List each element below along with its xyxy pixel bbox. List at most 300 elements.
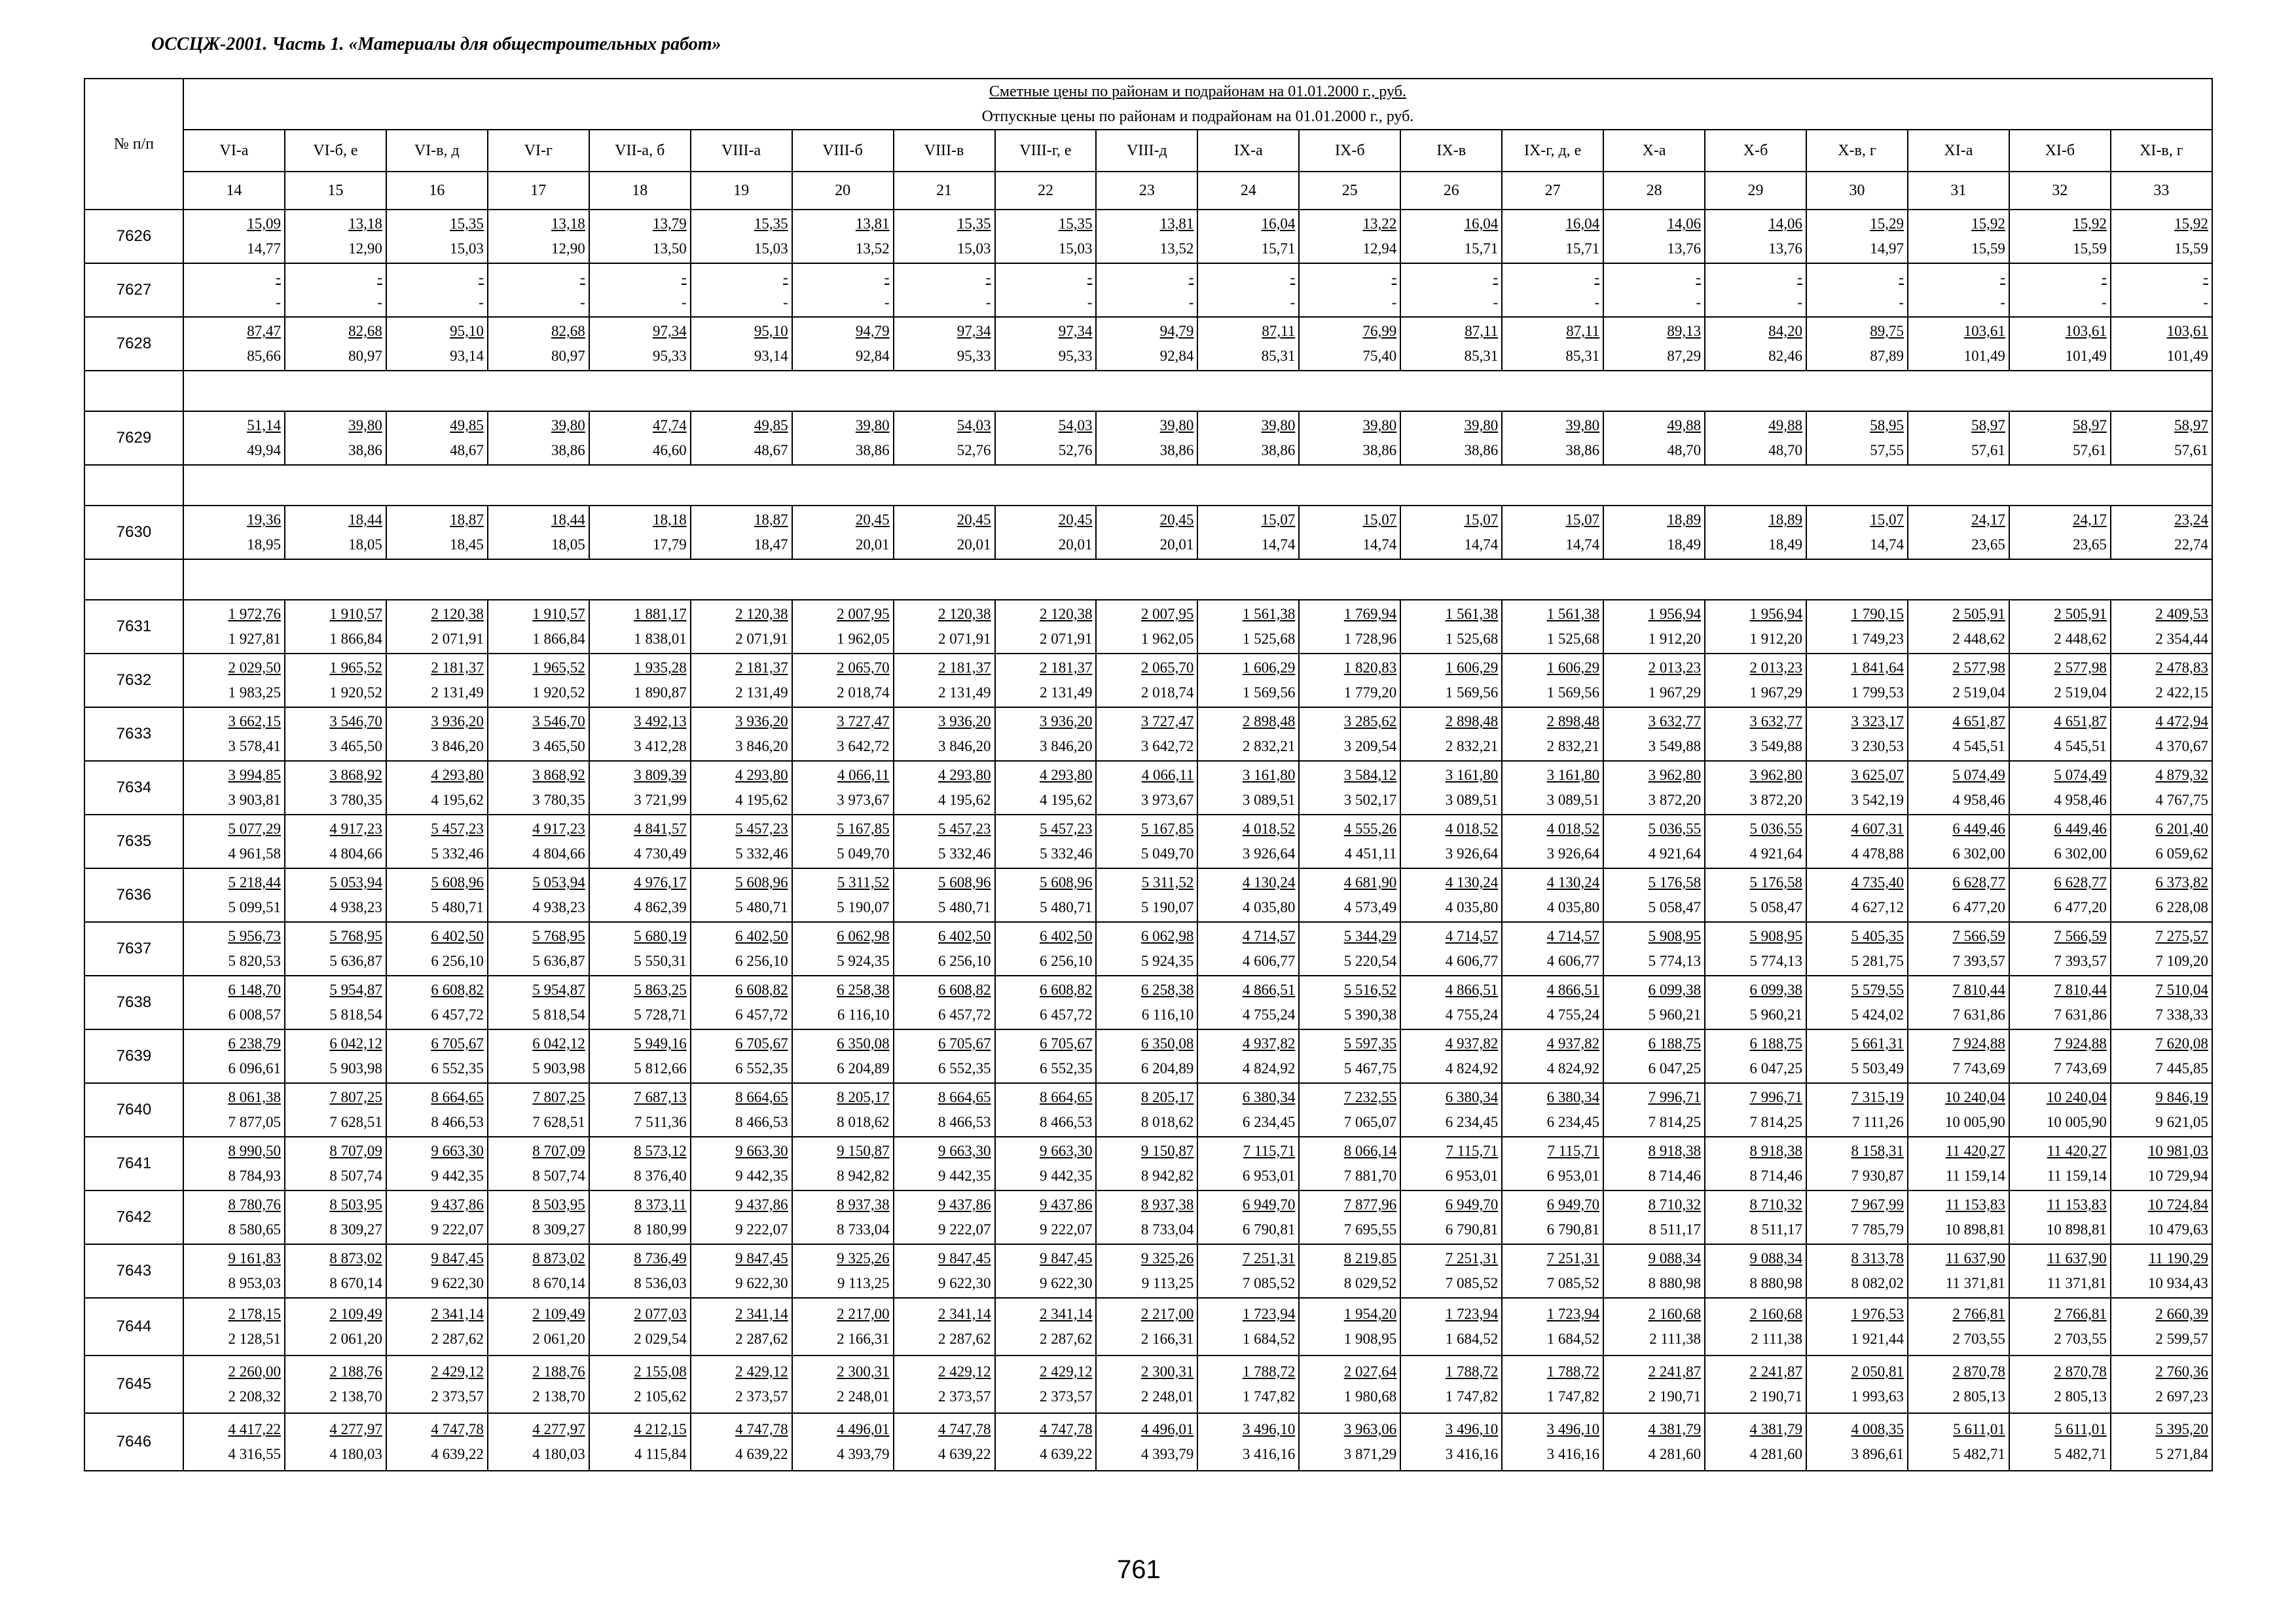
estimated-price: 5 608,96 [938, 874, 991, 891]
estimated-price: 1 788,72 [1242, 1363, 1296, 1380]
release-price: 93,14 [754, 348, 788, 364]
price-cell [1502, 1029, 1603, 1083]
price-cell [1908, 868, 2009, 922]
estimated-price: 2 898,48 [1445, 713, 1499, 729]
price-cell [691, 1356, 792, 1413]
release-price: 6 059,62 [2155, 845, 2208, 862]
estimated-price: 4 841,57 [634, 821, 687, 837]
estimated-price: 5 074,49 [2054, 767, 2107, 783]
estimated-price: 5 176,58 [1648, 874, 1702, 891]
column-number-row [84, 172, 2212, 210]
estimated-price: 39,80 [1159, 417, 1194, 434]
estimated-price: 6 628,77 [1952, 874, 2005, 891]
estimated-price: 13,18 [551, 215, 585, 232]
release-price: 10 934,43 [2147, 1275, 2208, 1291]
estimated-price: 5 053,94 [532, 874, 585, 891]
price-cell [285, 1190, 386, 1244]
estimated-price: 95,10 [450, 323, 484, 339]
release-price: 4 639,22 [735, 1446, 788, 1462]
release-price: 85,31 [1464, 348, 1499, 364]
estimated-price: 7 251,31 [1242, 1250, 1296, 1266]
estimated-price: 1 788,72 [1546, 1363, 1600, 1380]
price-cell [1806, 263, 1908, 317]
estimated-price: - [276, 269, 281, 286]
price-cell [183, 210, 285, 263]
price-cell [792, 506, 894, 559]
release-price: 15,03 [957, 240, 991, 257]
release-price: 5 812,66 [634, 1060, 687, 1077]
release-price: 23,65 [1971, 536, 2005, 553]
estimated-price: 15,07 [1362, 511, 1397, 528]
release-price: 18,95 [247, 536, 281, 553]
release-price: 3 502,17 [1343, 792, 1397, 808]
page-number: 761 [1117, 1555, 1161, 1584]
estimated-price: 39,80 [855, 417, 890, 434]
estimated-price: 2 077,03 [634, 1306, 687, 1322]
estimated-price: 5 457,23 [1039, 821, 1093, 837]
estimated-price: 24,17 [2073, 511, 2107, 528]
estimated-price: 2 120,38 [431, 606, 484, 622]
estimated-prices-caption: Сметные цены по районам и подрайонам на 01.01.2000 г., руб. [989, 83, 1406, 100]
estimated-price: 2 188,76 [329, 1363, 382, 1380]
price-cell [1806, 1029, 1908, 1083]
release-price: 1 980,68 [1343, 1388, 1397, 1405]
release-price: 4 606,77 [1546, 953, 1600, 969]
release-price: 3 721,99 [634, 792, 687, 808]
price-cell [589, 1298, 691, 1356]
spacer-row [84, 371, 2212, 411]
release-price: 6 953,01 [1445, 1168, 1499, 1184]
price-cell [2111, 411, 2212, 465]
release-price: 2 832,21 [1445, 738, 1499, 754]
price-cell [285, 1298, 386, 1356]
release-price: 14,74 [1261, 536, 1296, 553]
price-cell [2111, 922, 2212, 976]
table-row [84, 600, 2212, 654]
price-cell [1806, 707, 1908, 761]
estimated-price: 11 420,27 [2047, 1143, 2107, 1159]
estimated-price: 5 344,29 [1343, 928, 1397, 944]
release-price: 1 967,29 [1648, 684, 1702, 701]
release-price: 14,74 [1565, 536, 1600, 553]
release-price: 3 926,64 [1445, 845, 1499, 862]
estimated-price: 82,68 [348, 323, 382, 339]
price-cell [2111, 263, 2212, 317]
release-price: 38,86 [855, 442, 890, 458]
estimated-price: 103,61 [2065, 323, 2107, 339]
estimated-price: 2 181,37 [938, 659, 991, 676]
estimated-price: 1 561,38 [1546, 606, 1600, 622]
release-price: 4 545,51 [1952, 738, 2005, 754]
price-cell [691, 1298, 792, 1356]
release-price: 57,61 [1971, 442, 2005, 458]
estimated-price: 8 205,17 [1140, 1089, 1194, 1105]
estimated-price: 8 707,09 [532, 1143, 585, 1159]
price-cell [1096, 506, 1197, 559]
price-cell [1400, 317, 1502, 371]
district-header: IX-а [1197, 130, 1299, 172]
release-price: 80,97 [348, 348, 382, 364]
estimated-price: 2 260,00 [228, 1363, 281, 1380]
price-cell [183, 1190, 285, 1244]
price-cell [1806, 600, 1908, 654]
estimated-price: 6 062,98 [837, 928, 890, 944]
price-cell [488, 317, 589, 371]
spacer-row [84, 559, 2212, 600]
estimated-price: 6 402,50 [1039, 928, 1093, 944]
release-price: 8 466,53 [1039, 1114, 1093, 1130]
price-cell [183, 317, 285, 371]
estimated-price: 6 042,12 [329, 1035, 382, 1052]
release-price: 8 942,82 [1140, 1168, 1194, 1184]
district-header: VIII-в [894, 130, 995, 172]
estimated-price: - [884, 269, 890, 286]
estimated-price: 5 457,23 [431, 821, 484, 837]
estimated-price: 7 807,25 [532, 1089, 585, 1105]
release-price: 48,70 [1667, 442, 1702, 458]
estimated-price: 4 917,23 [329, 821, 382, 837]
estimated-price: 6 608,82 [431, 982, 484, 998]
release-price: 9 222,07 [1039, 1221, 1093, 1238]
release-price: - [1188, 294, 1194, 310]
release-price: 9 622,30 [431, 1275, 484, 1291]
price-cell [1502, 654, 1603, 707]
price-cell [589, 868, 691, 922]
price-cell [183, 1137, 285, 1190]
price-cell [2111, 654, 2212, 707]
estimated-price: - [1594, 269, 1600, 286]
spacer-cell [183, 559, 2212, 600]
release-price: 4 180,03 [329, 1446, 382, 1462]
release-price: 3 846,20 [1039, 738, 1093, 754]
price-cell [1197, 815, 1299, 868]
price-cell [894, 868, 995, 922]
column-number: 14 [183, 172, 285, 210]
price-cell [894, 1137, 995, 1190]
release-price: 10 005,90 [2046, 1114, 2107, 1130]
estimated-price: 4 555,26 [1343, 821, 1397, 837]
release-price: 6 790,81 [1546, 1221, 1600, 1238]
estimated-price: 4 212,15 [634, 1421, 687, 1437]
estimated-price: - [479, 269, 484, 286]
estimated-price: 8 736,49 [634, 1250, 687, 1266]
estimated-price: 39,80 [1565, 417, 1600, 434]
release-price: 3 973,67 [1140, 792, 1194, 808]
price-cell [1197, 263, 1299, 317]
column-number: 25 [1299, 172, 1400, 210]
price-cell [1806, 1137, 1908, 1190]
release-price: 18,05 [551, 536, 585, 553]
release-price: 10 005,90 [1944, 1114, 2005, 1130]
price-cell [1806, 1356, 1908, 1413]
price-cell [792, 263, 894, 317]
estimated-price: 1 910,57 [329, 606, 382, 622]
estimated-price: 3 868,92 [532, 767, 585, 783]
estimated-price: 6 608,82 [735, 982, 788, 998]
release-price: 5 903,98 [329, 1060, 382, 1077]
estimated-price: 2 188,76 [532, 1363, 585, 1380]
release-price: 7 445,85 [2155, 1060, 2208, 1077]
price-cell [1197, 761, 1299, 815]
price-cell [1400, 976, 1502, 1029]
price-cell [691, 815, 792, 868]
price-cell [1400, 1029, 1502, 1083]
price-cell [1603, 761, 1705, 815]
price-cell [1705, 1083, 1806, 1137]
release-price: - [377, 294, 382, 310]
price-cell [1197, 976, 1299, 1029]
estimated-price: 2 766,81 [2054, 1306, 2107, 1322]
district-header: IX-г, д, е [1502, 130, 1603, 172]
estimated-price: 6 628,77 [2054, 874, 2107, 891]
price-cell [894, 263, 995, 317]
estimated-price: 15,92 [1971, 215, 2005, 232]
release-price: 8 029,52 [1343, 1275, 1397, 1291]
district-header: VI-а [183, 130, 285, 172]
price-cell [1400, 868, 1502, 922]
price-cell [1400, 411, 1502, 465]
estimated-price: 4 607,31 [1851, 821, 1904, 837]
table-row [84, 761, 2212, 815]
estimated-price: 6 380,34 [1242, 1089, 1296, 1105]
price-cell [1299, 600, 1400, 654]
price-cell [488, 1298, 589, 1356]
price-cell [1705, 1298, 1806, 1356]
release-price: 6 457,72 [1039, 1006, 1093, 1023]
price-cell [2111, 1190, 2212, 1244]
price-cell [1502, 761, 1603, 815]
price-cell [894, 1190, 995, 1244]
spacer-code-cell [84, 465, 183, 506]
price-cell [691, 1244, 792, 1298]
price-cell [995, 210, 1097, 263]
release-price: 4 035,80 [1445, 899, 1499, 915]
estimated-price: 8 664,65 [431, 1089, 484, 1105]
price-cell [1908, 1413, 2009, 1471]
release-price: 8 511,17 [1649, 1221, 1702, 1238]
estimated-price: 2 120,38 [938, 606, 991, 622]
release-price: - [1391, 294, 1397, 310]
release-price: 6 234,45 [1242, 1114, 1296, 1130]
estimated-price: 4 293,80 [431, 767, 484, 783]
price-cell [1908, 506, 2009, 559]
release-price: 2 373,57 [938, 1388, 991, 1405]
release-price: 6 457,72 [938, 1006, 991, 1023]
estimated-price: 39,80 [348, 417, 382, 434]
release-price: 1 962,05 [1140, 631, 1194, 647]
estimated-price: 6 949,70 [1445, 1196, 1499, 1213]
estimated-price: 8 503,95 [532, 1196, 585, 1213]
release-price: 3 871,29 [1343, 1446, 1397, 1462]
price-cell [386, 411, 488, 465]
price-cell [1096, 411, 1197, 465]
estimated-price: 10 240,04 [1944, 1089, 2005, 1105]
estimated-price: 13,81 [855, 215, 890, 232]
estimated-price: 87,11 [1262, 323, 1296, 339]
table-row [84, 317, 2212, 371]
estimated-price: 2 478,83 [2155, 659, 2208, 676]
release-price: 7 109,20 [2155, 953, 2208, 969]
estimated-price: 9 847,45 [938, 1250, 991, 1266]
release-price: 8 953,03 [228, 1275, 281, 1291]
estimated-price: 2 766,81 [1952, 1306, 2005, 1322]
release-price: 1 866,84 [329, 631, 382, 647]
price-cell [1603, 976, 1705, 1029]
estimated-price: 4 018,52 [1242, 821, 1296, 837]
release-price: 5 190,07 [837, 899, 890, 915]
release-price: 2 111,38 [1649, 1331, 1702, 1347]
estimated-price: 49,88 [1768, 417, 1802, 434]
estimated-price: 2 429,12 [431, 1363, 484, 1380]
estimated-price: 8 158,31 [1851, 1143, 1904, 1159]
release-price: 4 393,79 [837, 1446, 890, 1462]
release-price: 18,47 [754, 536, 788, 553]
release-price: 2 373,57 [431, 1388, 484, 1405]
release-price: 2 422,15 [2155, 684, 2208, 701]
release-price: 6 116,10 [837, 1006, 890, 1023]
release-price: 3 412,28 [634, 738, 687, 754]
price-cell [1502, 411, 1603, 465]
price-cell [995, 1190, 1097, 1244]
price-cell [1400, 815, 1502, 868]
release-price: 6 552,35 [938, 1060, 991, 1077]
estimated-price: 3 936,20 [735, 713, 788, 729]
estimated-price: 5 311,52 [1141, 874, 1194, 891]
price-cell [183, 815, 285, 868]
release-price: 18,05 [348, 536, 382, 553]
district-header: VI-в, д [386, 130, 488, 172]
estimated-price: 1 935,28 [634, 659, 687, 676]
release-price: 2 018,74 [837, 684, 890, 701]
release-price: 8 536,03 [634, 1275, 687, 1291]
price-cell [1806, 922, 1908, 976]
estimated-price: 6 188,75 [1749, 1035, 1802, 1052]
price-cell [1096, 868, 1197, 922]
release-price: 8 466,53 [938, 1114, 991, 1130]
price-cell [285, 263, 386, 317]
price-cell [1299, 868, 1400, 922]
column-number: 24 [1197, 172, 1299, 210]
price-cell [1705, 411, 1806, 465]
price-cell [995, 600, 1097, 654]
estimated-price: 8 918,38 [1648, 1143, 1702, 1159]
price-cell [691, 922, 792, 976]
estimated-price: 5 579,55 [1851, 982, 1904, 998]
price-cell [1502, 506, 1603, 559]
estimated-price: 3 868,92 [329, 767, 382, 783]
estimated-price: 5 218,44 [228, 874, 281, 891]
estimated-price: 3 936,20 [431, 713, 484, 729]
spacer-cell [183, 371, 2212, 411]
release-price: 3 089,51 [1242, 792, 1296, 808]
release-price: 57,61 [2073, 442, 2107, 458]
price-cell [691, 506, 792, 559]
price-cell [691, 707, 792, 761]
release-price: 82,46 [1768, 348, 1802, 364]
price-cell [995, 506, 1097, 559]
release-price: 7 085,52 [1242, 1275, 1296, 1291]
price-cell [1603, 1083, 1705, 1137]
price-cell [691, 600, 792, 654]
estimated-price: 9 150,87 [837, 1143, 890, 1159]
spacer-row [84, 465, 2212, 506]
row-code: 7644 [84, 1298, 183, 1356]
price-cell [488, 506, 589, 559]
estimated-price: 5 516,52 [1343, 982, 1397, 998]
price-cell [1096, 922, 1197, 976]
price-cell [2111, 1083, 2212, 1137]
price-cell [1603, 263, 1705, 317]
estimated-price: 1 790,15 [1851, 606, 1904, 622]
release-price: 5 190,07 [1140, 899, 1194, 915]
release-price: 4 921,64 [1648, 845, 1702, 862]
release-price: 80,97 [551, 348, 585, 364]
estimated-price: 4 277,97 [532, 1421, 585, 1437]
estimated-price: 2 409,53 [2155, 606, 2208, 622]
release-price: 2 832,21 [1546, 738, 1600, 754]
estimated-price: 39,80 [551, 417, 585, 434]
estimated-price: 97,34 [1058, 323, 1093, 339]
release-price: 8 309,27 [532, 1221, 585, 1238]
price-cell [1299, 1190, 1400, 1244]
estimated-price: 2 181,37 [735, 659, 788, 676]
release-price: 4 824,92 [1445, 1060, 1499, 1077]
estimated-price: 5 167,85 [837, 821, 890, 837]
price-cell [589, 263, 691, 317]
estimated-price: 2 029,50 [228, 659, 281, 676]
price-cell [183, 654, 285, 707]
estimated-price: - [985, 269, 991, 286]
release-price: 5 482,71 [2054, 1446, 2107, 1462]
estimated-price: 4 747,78 [1039, 1421, 1093, 1437]
release-price: 92,84 [1159, 348, 1194, 364]
release-price: 101,49 [1963, 348, 2005, 364]
price-cell [1705, 263, 1806, 317]
estimated-price: 39,80 [1362, 417, 1397, 434]
release-price: 5 924,35 [837, 953, 890, 969]
price-cell [1908, 1083, 2009, 1137]
release-price: 11 159,14 [2047, 1168, 2107, 1184]
release-price: 4 627,12 [1851, 899, 1904, 915]
estimated-price: 2 341,14 [735, 1306, 788, 1322]
estimated-price: 3 323,17 [1851, 713, 1904, 729]
release-price: - [1797, 294, 1802, 310]
release-price: 3 416,16 [1546, 1446, 1600, 1462]
estimated-price: 15,07 [1464, 511, 1499, 528]
estimated-price: 4 651,87 [2054, 713, 2107, 729]
release-price: 57,61 [2174, 442, 2208, 458]
release-price: 1 993,63 [1851, 1388, 1904, 1405]
price-cell [894, 976, 995, 1029]
release-price: 6 552,35 [1039, 1060, 1093, 1077]
release-price: 6 256,10 [431, 953, 484, 969]
estimated-price: 6 608,82 [1039, 982, 1093, 998]
price-cell [1096, 600, 1197, 654]
column-number: 21 [894, 172, 995, 210]
estimated-price: - [1290, 269, 1296, 286]
estimated-price: - [2203, 269, 2208, 286]
price-cell [1908, 600, 2009, 654]
estimated-price: 1 769,94 [1343, 606, 1397, 622]
column-number: 32 [2009, 172, 2111, 210]
release-price: 1 747,82 [1445, 1388, 1499, 1405]
column-number: 20 [792, 172, 894, 210]
price-cell [285, 815, 386, 868]
release-price: 2 131,49 [1039, 684, 1093, 701]
release-price: 85,31 [1565, 348, 1600, 364]
price-cell [1705, 600, 1806, 654]
estimated-price: 6 380,34 [1546, 1089, 1600, 1105]
